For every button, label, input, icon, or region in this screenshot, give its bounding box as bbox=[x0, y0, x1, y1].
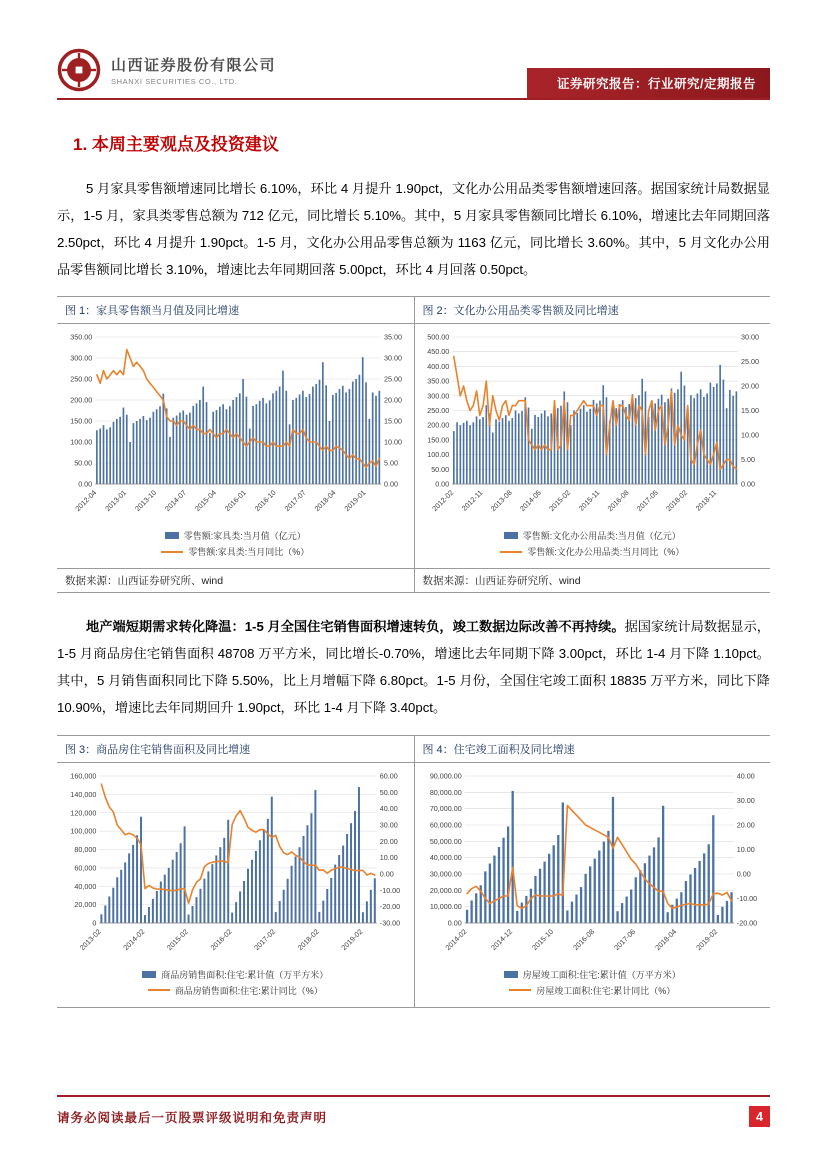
svg-text:300.00: 300.00 bbox=[70, 353, 93, 363]
svg-text:150.00: 150.00 bbox=[70, 416, 93, 426]
company-name-cn: 山西证券股份有限公司 bbox=[111, 57, 277, 74]
svg-text:-10.00: -10.00 bbox=[380, 885, 401, 895]
svg-text:200.00: 200.00 bbox=[427, 420, 450, 430]
svg-text:2015-10: 2015-10 bbox=[530, 926, 556, 952]
figure-1-bar-label: 零售额:家具类:当月值（亿元） bbox=[183, 531, 306, 542]
svg-text:2016-01: 2016-01 bbox=[223, 488, 249, 514]
svg-text:120,000: 120,000 bbox=[70, 807, 97, 817]
svg-text:30.00: 30.00 bbox=[384, 353, 403, 363]
svg-text:2016-08: 2016-08 bbox=[605, 488, 631, 514]
figure-3-chart bbox=[60, 769, 410, 967]
figure-sources-row bbox=[57, 568, 770, 593]
svg-text:250.00: 250.00 bbox=[427, 406, 450, 416]
svg-text:2014-02: 2014-02 bbox=[121, 926, 147, 952]
svg-text:2018-02: 2018-02 bbox=[664, 488, 690, 514]
svg-text:2015-02: 2015-02 bbox=[165, 926, 191, 952]
line-swatch-icon bbox=[148, 989, 170, 991]
figure-1-source: 数据来源：山西证券研究所、wind bbox=[65, 575, 224, 588]
svg-text:2016-10: 2016-10 bbox=[252, 488, 278, 514]
svg-text:0.00: 0.00 bbox=[380, 869, 395, 878]
svg-text:90,000.00: 90,000.00 bbox=[430, 771, 463, 780]
figure-3-bar-label: 商品房销售面积:住宅:累计值（万平方米） bbox=[161, 969, 329, 980]
legend-row bbox=[509, 984, 675, 997]
svg-text:60,000: 60,000 bbox=[74, 862, 97, 872]
figure-3 bbox=[57, 763, 414, 1007]
page-number: 4 bbox=[749, 1106, 770, 1127]
svg-text:2018-02: 2018-02 bbox=[295, 926, 322, 952]
figure-3-caption: 图 3：商品房住宅销售面积及同比增速 bbox=[65, 743, 251, 756]
svg-text:-30.00: -30.00 bbox=[380, 918, 401, 927]
svg-text:10.00: 10.00 bbox=[384, 437, 403, 447]
bar-swatch-icon bbox=[504, 532, 518, 539]
svg-text:20.00: 20.00 bbox=[384, 395, 403, 405]
svg-text:2017-06: 2017-06 bbox=[612, 926, 638, 952]
svg-text:30.00: 30.00 bbox=[737, 795, 756, 805]
figure-2-chart bbox=[417, 330, 767, 528]
svg-text:160,000: 160,000 bbox=[70, 771, 97, 780]
legend-row bbox=[148, 984, 323, 997]
svg-text:0.00: 0.00 bbox=[78, 479, 93, 489]
svg-text:5.00: 5.00 bbox=[384, 458, 399, 468]
figure-4-legend bbox=[504, 968, 681, 997]
legend-row bbox=[500, 545, 684, 558]
svg-text:140,000: 140,000 bbox=[70, 789, 97, 799]
svg-text:5.00: 5.00 bbox=[741, 455, 756, 465]
legend-row bbox=[504, 529, 681, 542]
svg-text:2012-02: 2012-02 bbox=[430, 488, 456, 514]
svg-text:2018-04: 2018-04 bbox=[653, 926, 679, 952]
svg-text:200.00: 200.00 bbox=[70, 395, 93, 405]
svg-text:2016-02: 2016-02 bbox=[208, 926, 234, 952]
section-title: 1. 本周主要观点及投资建议 bbox=[73, 135, 279, 154]
svg-text:2013-01: 2013-01 bbox=[103, 488, 129, 514]
svg-text:100.00: 100.00 bbox=[427, 450, 450, 460]
figure-charts-row-bottom bbox=[57, 763, 770, 1007]
figure-3-line-label: 商品房销售面积:住宅:累计同比（%） bbox=[174, 985, 323, 996]
line-swatch-icon bbox=[161, 551, 183, 553]
svg-text:10.00: 10.00 bbox=[737, 844, 756, 854]
svg-text:2016-08: 2016-08 bbox=[571, 926, 597, 952]
svg-text:0: 0 bbox=[92, 918, 97, 927]
bar-swatch-icon bbox=[142, 971, 156, 978]
svg-text:2012-04: 2012-04 bbox=[73, 488, 99, 514]
footer-disclaimer: 请务必阅读最后一页股票评级说明和免责声明 bbox=[57, 1110, 328, 1125]
svg-text:10.00: 10.00 bbox=[741, 430, 760, 440]
svg-text:2013-08: 2013-08 bbox=[488, 488, 514, 514]
paragraph-2-lead: 地产端短期需求转化降温：1-5 月全国住宅销售面积增速转负，竣工数据边际改善不再持续。 bbox=[86, 619, 625, 635]
svg-text:400.00: 400.00 bbox=[427, 362, 450, 372]
figure-2-caption: 图 2：文化办公用品类零售额及同比增速 bbox=[414, 297, 771, 323]
paragraph-2 bbox=[57, 613, 770, 721]
figure-2 bbox=[414, 324, 771, 568]
report-footer bbox=[57, 1095, 770, 1127]
svg-text:2015-02: 2015-02 bbox=[547, 488, 573, 514]
footer-rule bbox=[57, 1095, 770, 1097]
svg-text:2019-01: 2019-01 bbox=[342, 488, 368, 514]
svg-text:0.00: 0.00 bbox=[384, 479, 399, 489]
svg-text:10.00: 10.00 bbox=[380, 852, 399, 862]
figure-4-line-label: 房屋竣工面积:住宅:累计同比（%） bbox=[536, 985, 676, 996]
svg-text:100.00: 100.00 bbox=[70, 437, 93, 447]
svg-text:0.00: 0.00 bbox=[435, 479, 450, 489]
svg-text:30.00: 30.00 bbox=[741, 332, 760, 342]
figure-3-legend bbox=[142, 968, 328, 997]
figure-captions-row bbox=[57, 735, 770, 763]
legend-row bbox=[142, 968, 328, 981]
figure-1-legend bbox=[161, 529, 309, 558]
svg-text:30.00: 30.00 bbox=[380, 820, 399, 829]
svg-text:2014-02: 2014-02 bbox=[443, 926, 469, 952]
company-name-en: SHANXI SECURITIES CO., LTD. bbox=[111, 77, 238, 86]
svg-text:-20.00: -20.00 bbox=[737, 918, 758, 927]
bar-swatch-icon bbox=[165, 532, 179, 539]
figure-4-bar-label: 房屋竣工面积:住宅:累计值（万平方米） bbox=[522, 969, 681, 980]
report-header bbox=[57, 48, 770, 100]
figure-2-line-label: 零售额:文化办公用品类:当月同比（%） bbox=[527, 547, 685, 558]
svg-text:40,000.00: 40,000.00 bbox=[430, 852, 463, 862]
svg-text:2014-07: 2014-07 bbox=[163, 488, 189, 514]
figure-2-source: 数据来源：山西证券研究所、wind bbox=[414, 569, 771, 592]
svg-text:0.00: 0.00 bbox=[448, 918, 463, 927]
svg-text:20.00: 20.00 bbox=[741, 381, 760, 391]
svg-text:50,000.00: 50,000.00 bbox=[430, 836, 463, 846]
svg-text:15.00: 15.00 bbox=[384, 416, 403, 426]
figure-1 bbox=[57, 324, 414, 568]
svg-text:25.00: 25.00 bbox=[741, 357, 760, 367]
svg-text:40,000: 40,000 bbox=[74, 881, 97, 891]
svg-text:150.00: 150.00 bbox=[427, 435, 450, 445]
figure-4-caption: 图 4：住宅竣工面积及同比增速 bbox=[414, 736, 771, 762]
svg-text:2019-02: 2019-02 bbox=[694, 926, 720, 952]
svg-text:2014-05: 2014-05 bbox=[518, 488, 544, 514]
svg-text:-20.00: -20.00 bbox=[380, 901, 401, 911]
svg-text:2018-11: 2018-11 bbox=[693, 488, 719, 513]
svg-text:0.00: 0.00 bbox=[741, 479, 756, 489]
svg-text:2017-07: 2017-07 bbox=[282, 488, 308, 514]
figure-4-chart bbox=[417, 769, 767, 967]
svg-text:20,000.00: 20,000.00 bbox=[430, 885, 463, 895]
svg-text:80,000.00: 80,000.00 bbox=[430, 787, 463, 797]
svg-text:30,000.00: 30,000.00 bbox=[430, 869, 463, 878]
svg-text:350.00: 350.00 bbox=[70, 332, 93, 342]
svg-text:25.00: 25.00 bbox=[384, 374, 403, 384]
line-swatch-icon bbox=[500, 551, 522, 553]
legend-row bbox=[161, 545, 309, 558]
svg-text:250.00: 250.00 bbox=[70, 374, 93, 384]
figure-1-chart bbox=[60, 330, 410, 528]
svg-text:20.00: 20.00 bbox=[737, 820, 756, 829]
svg-text:2013-02: 2013-02 bbox=[78, 926, 104, 952]
figure-1-caption: 图 1：家具零售额当月值及同比增速 bbox=[65, 305, 240, 318]
figure-block-top bbox=[57, 296, 770, 593]
svg-text:2019-02: 2019-02 bbox=[339, 926, 365, 952]
figure-charts-row-top bbox=[57, 324, 770, 568]
svg-text:100,000: 100,000 bbox=[70, 826, 97, 836]
figure-4 bbox=[414, 763, 771, 1007]
svg-text:0.00: 0.00 bbox=[737, 869, 752, 878]
svg-text:35.00: 35.00 bbox=[384, 332, 403, 342]
line-swatch-icon bbox=[509, 989, 531, 991]
svg-text:2018-04: 2018-04 bbox=[312, 488, 338, 514]
svg-text:20,000: 20,000 bbox=[74, 899, 97, 909]
svg-text:500.00: 500.00 bbox=[427, 332, 450, 342]
svg-text:2012-11: 2012-11 bbox=[460, 488, 485, 513]
svg-text:15.00: 15.00 bbox=[741, 406, 760, 416]
svg-text:450.00: 450.00 bbox=[427, 347, 450, 357]
svg-text:60,000.00: 60,000.00 bbox=[430, 820, 463, 829]
svg-text:2013-10: 2013-10 bbox=[133, 488, 159, 514]
paragraph-1: 5 月家具零售额增速同比增长 6.10%，环比 4 月提升 1.90pct，文化办公用品类零售额增速回落。据国家统计局数据显示，1-5 月，家具类零售总额为 712 亿元，同比增长 5.10%。其中，5 月家具零售额同比增长 6.10%，增速比去年同期回落 2.50pct，环比 4 月提升 1.90pct。1-5 月，文化办公用品零售总额为 1163 亿元，同比增长 3.60%。其中，5 月文化办公用品零售额同比增长 3.10%，增速比去年同期回落 5.00pct，环比 4 月回落 0.50pct。 bbox=[57, 181, 770, 278]
company-logo-block bbox=[57, 48, 276, 98]
svg-text:2015-11: 2015-11 bbox=[576, 488, 602, 513]
svg-text:2017-02: 2017-02 bbox=[252, 926, 278, 952]
company-names bbox=[111, 54, 276, 86]
svg-text:2015-04: 2015-04 bbox=[193, 488, 219, 514]
company-logo-icon bbox=[57, 48, 101, 92]
svg-text:300.00: 300.00 bbox=[427, 391, 450, 401]
svg-text:2014-12: 2014-12 bbox=[489, 926, 515, 952]
svg-text:50.00: 50.00 bbox=[380, 787, 399, 797]
figure-captions-row bbox=[57, 296, 770, 324]
svg-text:40.00: 40.00 bbox=[380, 803, 399, 813]
svg-text:50.00: 50.00 bbox=[431, 465, 450, 475]
svg-text:2017-05: 2017-05 bbox=[635, 488, 661, 514]
svg-text:10,000.00: 10,000.00 bbox=[430, 901, 463, 911]
svg-text:-10.00: -10.00 bbox=[737, 893, 758, 903]
svg-text:40.00: 40.00 bbox=[737, 771, 756, 780]
legend-row bbox=[504, 968, 681, 981]
svg-text:350.00: 350.00 bbox=[427, 376, 450, 386]
svg-text:60.00: 60.00 bbox=[380, 771, 399, 780]
figure-2-legend bbox=[500, 529, 684, 558]
svg-text:50.00: 50.00 bbox=[74, 458, 93, 468]
bar-swatch-icon bbox=[504, 971, 518, 978]
svg-text:20.00: 20.00 bbox=[380, 836, 399, 846]
svg-text:80,000: 80,000 bbox=[74, 844, 97, 854]
legend-row bbox=[165, 529, 306, 542]
paragraph-2-rest: 据国家统计局数据显示，1-5 月商品房住宅销售面积 48708 万平方米，同比增长-0.70%，增速比去年同期下降 3.00pct，环比 1-4 月下降 1.10pct。其中，5 月销售面积同比下降 5.50%，比上月增幅下降 6.80pct。1-5 月份，全国住宅竣工面积 18835 万平方米，同比下降 10.90%，增速比去年同期回升 1.90pct，环比 1-4 月下降 3.40pct。 bbox=[57, 619, 770, 716]
figure-block-bottom bbox=[57, 735, 770, 1008]
report-type-banner: 证券研究报告：行业研究/定期报告 bbox=[527, 68, 770, 98]
figure-2-bar-label: 零售额:文化办公用品类:当月值（亿元） bbox=[522, 531, 681, 542]
figure-1-line-label: 零售额:家具类:当月同比（%） bbox=[188, 547, 310, 558]
svg-text:70,000.00: 70,000.00 bbox=[430, 803, 463, 813]
